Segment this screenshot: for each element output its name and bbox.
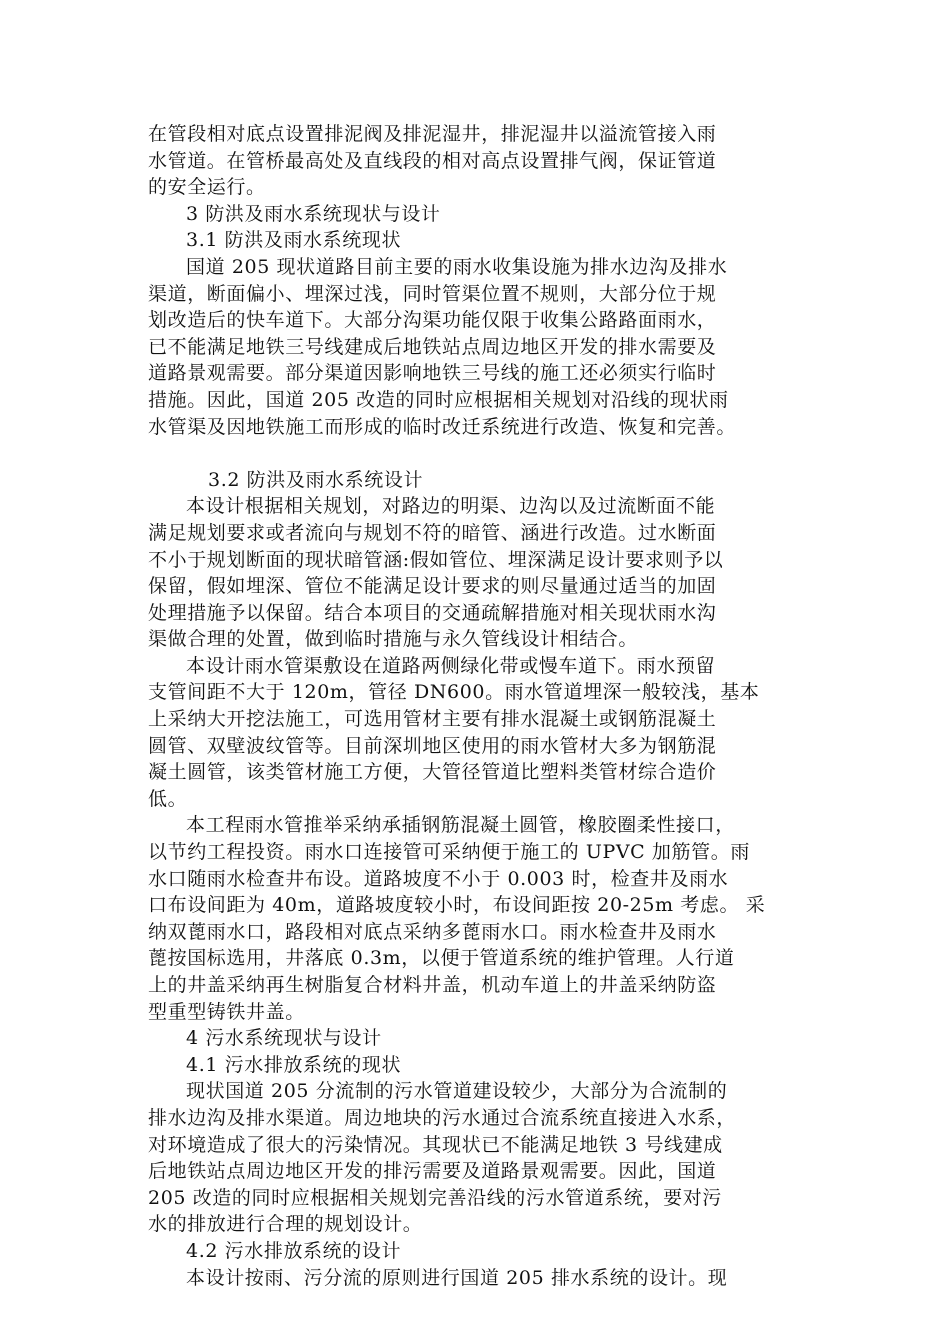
text-line: 凝土圆管，该类管材施工方便，大管径管道比塑料类管材综合造价 [148,761,717,784]
text-line: 以节约工程投资。雨水口连接管可采纳便于施工的 UPVC 加筋管。雨 [148,841,750,864]
text-line: 圆管、双壁波纹管等。目前深圳地区使用的雨水管材大多为钢筋混 [148,734,717,757]
text-line: 水的排放进行合理的规划设计。 [148,1213,423,1236]
text-line: 支管间距不大于 120m，管径 DN600。雨水管道埋深一般较浅，基本 [148,681,760,704]
text-line: 3 防洪及雨水系统现状与设计 [186,202,441,225]
blank-line [148,440,808,467]
text-line: 水管道。在管桥最高处及直线段的相对高点设置排气阀，保证管道 [148,149,717,172]
text-line: 对环境造成了很大的污染情况。其现状已不能满足地铁 3 号线建成 [148,1133,723,1156]
text-line: 4.1 污水排放系统的现状 [186,1053,402,1076]
text-line: 处理措施予以保留。结合本项目的交通疏解措施对相关现状雨水沟 [148,601,717,624]
text-line: 上采纳大开挖法施工，可选用管材主要有排水混凝土或钢筋混凝土 [148,708,717,731]
text-line: 划改造后的快车道下。大部分沟渠功能仅限于收集公路路面雨水， [148,309,717,332]
text-line: 的安全运行。 [148,176,266,199]
text-line: 水口随雨水检查井布设。道路坡度不小于 0.003 时，检查井及雨水 [148,867,729,890]
text-line: 4.2 污水排放系统的设计 [186,1239,402,1262]
text-line: 蓖按国标选用，井落底 0.3m，以便于管道系统的维护管理。人行道 [148,947,735,970]
text-line: 3.1 防洪及雨水系统现状 [186,229,402,252]
text-line: 国道 205 现状道路目前主要的雨水收集设施为排水边沟及排水 [186,255,728,278]
text-line: 道路景观需要。部分渠道因影响地铁三号线的施工还必须实行临时 [148,362,717,385]
text-line: 不小于规划断面的现状暗管涵:假如管位、埋深满足设计要求则予以 [148,548,724,571]
text-line: 后地铁站点周边地区开发的排污需要及道路景观需要。因此，国道 [148,1160,717,1183]
text-line: 口布设间距为 40m，道路坡度较小时，布设间距按 20-25m 考虑。 采 [148,894,766,917]
document-body [148,121,808,1291]
text-line: 渠做合理的处置，做到临时措施与永久管线设计相结合。 [148,628,639,651]
text-line: 上的井盖采纳再生树脂复合材料井盖，机动车道上的井盖采纳防盗 [148,974,717,996]
text-line: 已不能满足地铁三号线建成后地铁站点周边地区开发的排水需要及 [148,335,717,358]
text-line: 渠道，断面偏小、埋深过浅，同时管渠位置不规则，大部分位于规 [148,282,717,305]
text-line: 本工程雨水管推举采纳承插钢筋混凝土圆管，橡胶圈柔性接口， [186,814,735,837]
text-line: 满足规划要求或者流向与规划不符的暗管、涵进行改造。过水断面 [148,521,717,544]
text-line: 排水边沟及排水渠道。周边地块的污水通过合流系统直接进入水系， [148,1106,737,1129]
text-line: 型重型铸铁井盖。 [148,1000,305,1023]
text-line: 4 污水系统现状与设计 [186,1027,382,1050]
text-line: 本设计根据相关规划，对路边的明渠、边沟以及过流断面不能 [186,495,716,518]
text-line: 本设计按雨、污分流的原则进行国道 205 排水系统的设计。现 [186,1266,728,1289]
text-line: 措施。因此，国道 205 改造的同时应根据相关规划对沿线的现状雨 [148,388,729,411]
text-line: 在管段相对底点设置排泥阀及排泥湿井，排泥湿井以溢流管接入雨 [148,123,717,145]
text-line: 低。 [148,787,188,810]
text-line: 纳双蓖雨水口，路段相对底点采纳多蓖雨水口。雨水检查井及雨水 [148,920,717,943]
text-line: 本设计雨水管渠敷设在道路两侧绿化带或慢车道下。雨水预留 [186,654,716,677]
text-line: 水管渠及因地铁施工而形成的临时改迁系统进行改造、恢复和完善。 [148,415,737,438]
text-line: 205 改造的同时应根据相关规划完善沿线的污水管道系统，要对污 [148,1186,722,1209]
text-line: 3.2 防洪及雨水系统设计 [208,468,424,491]
text-line: 现状国道 205 分流制的污水管道建设较少，大部分为合流制的 [186,1080,728,1103]
text-line: 保留，假如埋深、管位不能满足设计要求的则尽量通过适当的加固 [148,575,717,598]
